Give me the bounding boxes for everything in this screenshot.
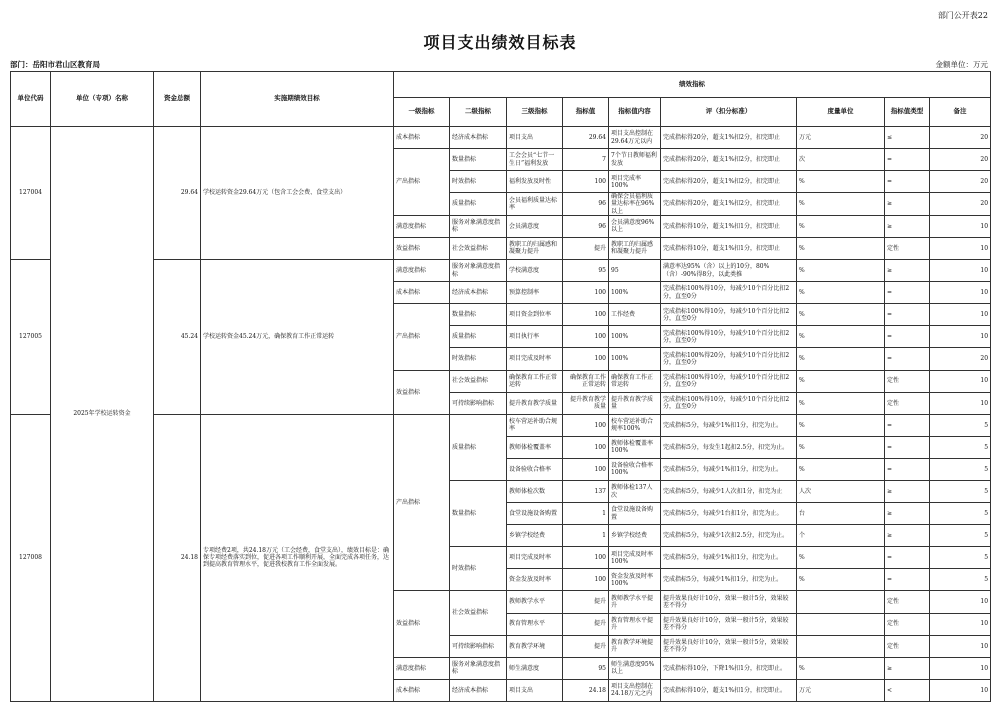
measure-unit-cell: %	[797, 569, 885, 591]
level1-cell: 效益指标	[394, 591, 450, 657]
measure-unit-cell: %	[797, 370, 885, 392]
value-cell: 1	[563, 525, 609, 547]
value-cell: 100	[563, 414, 609, 436]
value-content-cell: 确保教育工作正常运转	[609, 370, 661, 392]
level3-cell: 设备验收合格率	[507, 458, 563, 480]
value-content-cell: 教师教学水平提升	[609, 591, 661, 613]
value-type-cell: =	[885, 326, 930, 348]
measure-unit-cell: %	[797, 260, 885, 282]
level3-cell: 工会会员“七节一生日”福利发放	[507, 149, 563, 171]
criteria-cell: 完成指标100%得20分，每减少10个百分比扣2分，直至0分	[661, 348, 797, 370]
level2-cell: 经济成本指标	[450, 282, 507, 304]
remark-cell: 10	[930, 304, 991, 326]
value-type-cell: ≥	[885, 260, 930, 282]
criteria-cell: 完成指标得20分，超支1%扣2分，扣完即止	[661, 149, 797, 171]
level3-cell: 教师体检次数	[507, 480, 563, 502]
measure-unit-cell	[797, 591, 885, 613]
criteria-cell: 完成指标得10分，超支1%扣1分，扣完即止。	[661, 679, 797, 701]
goal-cell: 学校运转资金45.24万元，确保教育工作正常运转	[201, 260, 394, 415]
level3-cell: 会员满意度	[507, 215, 563, 237]
value-type-cell: =	[885, 304, 930, 326]
measure-unit-cell: %	[797, 171, 885, 193]
table-row	[11, 127, 991, 149]
unit-code-cell: 127005	[11, 260, 51, 415]
col-unit-code: 单位代码	[11, 72, 51, 127]
value-cell: 95	[563, 657, 609, 679]
level2-cell: 数量指标	[450, 304, 507, 326]
level3-cell: 食堂设施设备购置	[507, 503, 563, 525]
level1-cell: 满意度指标	[394, 657, 450, 679]
level2-cell: 时效指标	[450, 171, 507, 193]
remark-cell: 5	[930, 525, 991, 547]
col-level1: 一级指标	[394, 98, 450, 127]
measure-unit-cell: %	[797, 326, 885, 348]
level2-cell: 时效指标	[450, 547, 507, 591]
criteria-cell: 完成指标5分，每减少1%扣1分，扣完为止。	[661, 458, 797, 480]
value-content-cell: 师生满意度95%以上	[609, 657, 661, 679]
measure-unit-cell: %	[797, 282, 885, 304]
level3-cell: 项目执行率	[507, 326, 563, 348]
table-row	[11, 414, 991, 436]
remark-cell: 10	[930, 657, 991, 679]
level2-cell: 经济成本指标	[450, 679, 507, 701]
value-content-cell: 100%	[609, 326, 661, 348]
remark-cell: 10	[930, 635, 991, 657]
value-content-cell: 教育教学环境提升	[609, 635, 661, 657]
criteria-cell: 完成指标100%得10分，每减少10个百分比扣2分，直至0分	[661, 370, 797, 392]
value-content-cell: 校车营运补助合规率100%	[609, 414, 661, 436]
value-type-cell: 定性	[885, 591, 930, 613]
level3-cell: 福利发放及时性	[507, 171, 563, 193]
col-value-content: 指标值内容	[609, 98, 661, 127]
level1-cell: 产出指标	[394, 149, 450, 216]
measure-unit-cell: %	[797, 547, 885, 569]
total-funds-cell: 24.18	[154, 414, 201, 701]
col-goal: 实施期绩效目标	[201, 72, 394, 127]
measure-unit-cell: %	[797, 436, 885, 458]
value-cell: 24.18	[563, 679, 609, 701]
value-cell: 100	[563, 348, 609, 370]
value-cell: 100	[563, 547, 609, 569]
table-body	[11, 127, 991, 702]
measure-unit-cell: %	[797, 414, 885, 436]
criteria-cell: 完成指标5分，每减少1%扣1分，扣完为止。	[661, 569, 797, 591]
value-type-cell: ≤	[885, 127, 930, 149]
value-content-cell: 项目支出控制在29.64万元以内	[609, 127, 661, 149]
level3-cell: 教育管理水平	[507, 613, 563, 635]
level1-cell: 产出指标	[394, 304, 450, 370]
total-funds-cell: 29.64	[154, 127, 201, 260]
remark-cell: 10	[930, 237, 991, 259]
level3-cell: 提升教育教学质量	[507, 392, 563, 414]
col-remark: 备注	[930, 98, 991, 127]
level2-cell: 服务对象满意度指标	[450, 657, 507, 679]
measure-unit-cell: %	[797, 215, 885, 237]
amount-unit-label: 金额单位：万元	[935, 60, 988, 69]
col-level2: 二级指标	[450, 98, 507, 127]
value-type-cell: ≥	[885, 215, 930, 237]
value-type-cell: =	[885, 282, 930, 304]
criteria-cell: 完成指标5分，每减少1次扣2.5分，扣完为止。	[661, 525, 797, 547]
value-type-cell: ≥	[885, 480, 930, 502]
table-row	[11, 260, 991, 282]
total-funds-cell: 45.24	[154, 260, 201, 415]
criteria-cell: 提升效果良好计10分，效果一般计5分，效果较差不得分	[661, 613, 797, 635]
value-cell: 确保教育工作正常运转	[563, 370, 609, 392]
table-number: 部门公开表22	[937, 11, 988, 20]
criteria-cell: 完成指标得20分，超支1%扣2分，扣完即止	[661, 127, 797, 149]
col-value-type: 指标值类型	[885, 98, 930, 127]
remark-cell: 10	[930, 215, 991, 237]
level2-cell: 社会效益指标	[450, 237, 507, 259]
measure-unit-cell: %	[797, 237, 885, 259]
col-measure-unit: 度量单位	[797, 98, 885, 127]
value-content-cell: 95	[609, 260, 661, 282]
level1-cell: 产出指标	[394, 414, 450, 591]
remark-cell: 10	[930, 370, 991, 392]
value-cell: 100	[563, 171, 609, 193]
level3-cell: 师生满意度	[507, 657, 563, 679]
value-content-cell: 教师体检覆盖率100%	[609, 436, 661, 458]
measure-unit-cell: 个	[797, 525, 885, 547]
value-content-cell: 确保会员福利质量达标率在96%以上	[609, 193, 661, 216]
value-content-cell: 100%	[609, 282, 661, 304]
criteria-cell: 完成指标得10分，超支1%扣1分，扣完即止	[661, 215, 797, 237]
level1-cell: 成本指标	[394, 282, 450, 304]
value-cell: 29.64	[563, 127, 609, 149]
criteria-cell: 完成指标5分，每减少1人次扣1分，扣完为止	[661, 480, 797, 502]
level2-cell: 社会效益指标	[450, 591, 507, 635]
value-content-cell: 项目完成及时率100%	[609, 547, 661, 569]
remark-cell: 5	[930, 569, 991, 591]
criteria-cell: 提升效果良好计10分，效果一般计5分，效果较差不得分	[661, 591, 797, 613]
value-content-cell: 项目完成率100%	[609, 171, 661, 193]
level2-cell: 服务对象满意度指标	[450, 215, 507, 237]
value-content-cell: 食堂设施设备购置	[609, 503, 661, 525]
level3-cell: 确保教育工作正常运转	[507, 370, 563, 392]
level3-cell: 项目完成及时率	[507, 348, 563, 370]
value-type-cell: =	[885, 348, 930, 370]
value-content-cell: 教育管理水平提升	[609, 613, 661, 635]
remark-cell: 5	[930, 436, 991, 458]
value-type-cell: 定性	[885, 392, 930, 414]
level2-cell: 社会效益指标	[450, 370, 507, 392]
value-type-cell: =	[885, 149, 930, 171]
measure-unit-cell	[797, 635, 885, 657]
col-unit-name: 单位（专项）名称	[51, 72, 154, 127]
value-cell: 100	[563, 282, 609, 304]
measure-unit-cell: 人次	[797, 480, 885, 502]
remark-cell: 5	[930, 414, 991, 436]
value-content-cell: 工作经费	[609, 304, 661, 326]
level3-cell: 会员福利质量达标率	[507, 193, 563, 216]
unit-code-cell: 127008	[11, 414, 51, 701]
value-cell: 1	[563, 503, 609, 525]
goal-cell: 学校运转资金29.64万元（包含工会会费、食堂支出）	[201, 127, 394, 260]
level1-cell: 成本指标	[394, 679, 450, 701]
value-type-cell: =	[885, 436, 930, 458]
level1-cell: 效益指标	[394, 237, 450, 259]
remark-cell: 10	[930, 613, 991, 635]
level3-cell: 项目支出	[507, 127, 563, 149]
unit-code-cell: 127004	[11, 127, 51, 260]
remark-cell: 20	[930, 149, 991, 171]
remark-cell: 5	[930, 480, 991, 502]
measure-unit-cell: %	[797, 392, 885, 414]
measure-unit-cell: %	[797, 458, 885, 480]
value-type-cell: 定性	[885, 237, 930, 259]
measure-unit-cell: 万元	[797, 679, 885, 701]
value-type-cell: 定性	[885, 613, 930, 635]
value-cell: 137	[563, 480, 609, 502]
remark-cell: 10	[930, 591, 991, 613]
measure-unit-cell: 台	[797, 503, 885, 525]
value-content-cell: 100%	[609, 348, 661, 370]
page-title: 项目支出绩效目标表	[423, 33, 577, 52]
remark-cell: 10	[930, 260, 991, 282]
level2-cell: 数量指标	[450, 149, 507, 171]
measure-unit-cell: %	[797, 657, 885, 679]
value-type-cell: =	[885, 547, 930, 569]
value-type-cell: ≥	[885, 503, 930, 525]
value-type-cell: =	[885, 569, 930, 591]
level2-cell: 服务对象满意度指标	[450, 260, 507, 282]
col-performance: 绩效指标	[394, 72, 991, 98]
level2-cell: 数量指标	[450, 480, 507, 546]
col-criteria: 评（扣分标准）	[661, 98, 797, 127]
level3-cell: 教育教学环境	[507, 635, 563, 657]
value-type-cell: ≥	[885, 657, 930, 679]
value-cell: 提升	[563, 613, 609, 635]
value-content-cell: 乡镇学校经费	[609, 525, 661, 547]
level3-cell: 教职工的归属感和凝聚力提升	[507, 237, 563, 259]
measure-unit-cell: %	[797, 348, 885, 370]
measure-unit-cell: 万元	[797, 127, 885, 149]
level3-cell: 项目支出	[507, 679, 563, 701]
value-type-cell: =	[885, 458, 930, 480]
value-content-cell: 提升教育教学质量	[609, 392, 661, 414]
value-type-cell: ≥	[885, 525, 930, 547]
value-cell: 提升教育教学质量	[563, 392, 609, 414]
measure-unit-cell	[797, 613, 885, 635]
level1-cell: 满意度指标	[394, 260, 450, 282]
measure-unit-cell: %	[797, 193, 885, 216]
value-cell: 100	[563, 326, 609, 348]
value-content-cell: 教职工的归属感和凝聚力提升	[609, 237, 661, 259]
remark-cell: 10	[930, 392, 991, 414]
value-cell: 100	[563, 304, 609, 326]
col-total-funds: 资金总额	[154, 72, 201, 127]
criteria-cell: 完成指标得10分，下降1%扣1分，扣完即止。	[661, 657, 797, 679]
level2-cell: 可持续影响指标	[450, 392, 507, 414]
level2-cell: 质量指标	[450, 414, 507, 480]
criteria-cell: 完成指标100%得10分，每减少10个百分比扣2分，直至0分	[661, 326, 797, 348]
value-cell: 提升	[563, 591, 609, 613]
measure-unit-cell: %	[797, 304, 885, 326]
level3-cell: 校车营运补助合规率	[507, 414, 563, 436]
criteria-cell: 完成指标100%得10分，每减少10个百分比扣2分，直至0分	[661, 282, 797, 304]
value-content-cell: 设备验收合格率100%	[609, 458, 661, 480]
value-cell: 96	[563, 193, 609, 216]
col-value: 指标值	[563, 98, 609, 127]
remark-cell: 10	[930, 679, 991, 701]
value-type-cell: <	[885, 679, 930, 701]
value-content-cell: 项目支出控制在24.18万元之内	[609, 679, 661, 701]
value-cell: 提升	[563, 237, 609, 259]
value-content-cell: 会员满意度96%以上	[609, 215, 661, 237]
level1-cell: 满意度指标	[394, 215, 450, 237]
value-cell: 96	[563, 215, 609, 237]
value-content-cell: 教师体检137人次	[609, 480, 661, 502]
criteria-cell: 完成指标100%得10分，每减少10个百分比扣2分，直至0分	[661, 304, 797, 326]
remark-cell: 10	[930, 282, 991, 304]
level2-cell: 质量指标	[450, 193, 507, 216]
remark-cell: 20	[930, 348, 991, 370]
value-cell: 95	[563, 260, 609, 282]
remark-cell: 20	[930, 193, 991, 216]
value-type-cell: =	[885, 414, 930, 436]
criteria-cell: 完成指标得20分，超支1%扣2分，扣完即止	[661, 171, 797, 193]
performance-table	[10, 71, 991, 702]
value-cell: 100	[563, 569, 609, 591]
remark-cell: 5	[930, 547, 991, 569]
unit-name-cell: 2025年学校运转资金	[51, 127, 154, 702]
level3-cell: 项目资金到位率	[507, 304, 563, 326]
criteria-cell: 完成指标100%得10分，每减少10个百分比扣2分，直至0分	[661, 392, 797, 414]
col-level3: 三级指标	[507, 98, 563, 127]
criteria-cell: 完成指标5分，每减少1%扣1分，扣完为止。	[661, 414, 797, 436]
criteria-cell: 提升效果良好计10分，效果一般计5分，效果较差不得分	[661, 635, 797, 657]
remark-cell: 20	[930, 127, 991, 149]
level3-cell: 项目完成及时率	[507, 547, 563, 569]
value-content-cell: 资金发放及时率100%	[609, 569, 661, 591]
value-cell: 100	[563, 436, 609, 458]
criteria-cell: 完成指标得10分，超支1%扣1分，扣完即止	[661, 237, 797, 259]
remark-cell: 5	[930, 503, 991, 525]
level3-cell: 学校满意度	[507, 260, 563, 282]
criteria-cell: 满意率达95%（含）以上的10分，80%（含）-90%得8分，以此类推	[661, 260, 797, 282]
value-cell: 100	[563, 458, 609, 480]
level2-cell: 质量指标	[450, 326, 507, 348]
criteria-cell: 完成指标5分，每减少1台扣1分，扣完为止。	[661, 503, 797, 525]
value-cell: 7	[563, 149, 609, 171]
level2-cell: 经济成本指标	[450, 127, 507, 149]
department-label: 部门：岳阳市君山区教育局	[10, 60, 100, 69]
remark-cell: 10	[930, 326, 991, 348]
value-type-cell: 定性	[885, 370, 930, 392]
value-content-cell: 7个节日教师福利发放	[609, 149, 661, 171]
level3-cell: 教师教学水平	[507, 591, 563, 613]
value-type-cell: ≥	[885, 193, 930, 216]
goal-cell: 专项经费2项，共24.18万元（工会经费，食堂支出），绩效目标是：确保专项经费落实到位，促进各项工作顺利开展，全面完成各项任务，达到提高教育管理水平，促进我校教育工作全面发展。	[201, 414, 394, 701]
remark-cell: 20	[930, 171, 991, 193]
level3-cell: 乡镇学校经费	[507, 525, 563, 547]
level3-cell: 预算控制率	[507, 282, 563, 304]
measure-unit-cell: 次	[797, 149, 885, 171]
criteria-cell: 完成指标5分，每发生1起扣2.5分，扣完为止。	[661, 436, 797, 458]
criteria-cell: 完成指标5分，每减少1%扣1分，扣完为止。	[661, 547, 797, 569]
value-type-cell: 定性	[885, 635, 930, 657]
level3-cell: 教师体检覆盖率	[507, 436, 563, 458]
value-cell: 提升	[563, 635, 609, 657]
level1-cell: 成本指标	[394, 127, 450, 149]
level2-cell: 时效指标	[450, 348, 507, 370]
level3-cell: 资金发放及时率	[507, 569, 563, 591]
value-type-cell: =	[885, 171, 930, 193]
remark-cell: 5	[930, 458, 991, 480]
level2-cell: 可持续影响指标	[450, 635, 507, 657]
criteria-cell: 完成指标得20分，超支1%扣2分，扣完即止	[661, 193, 797, 216]
level1-cell: 效益指标	[394, 370, 450, 414]
